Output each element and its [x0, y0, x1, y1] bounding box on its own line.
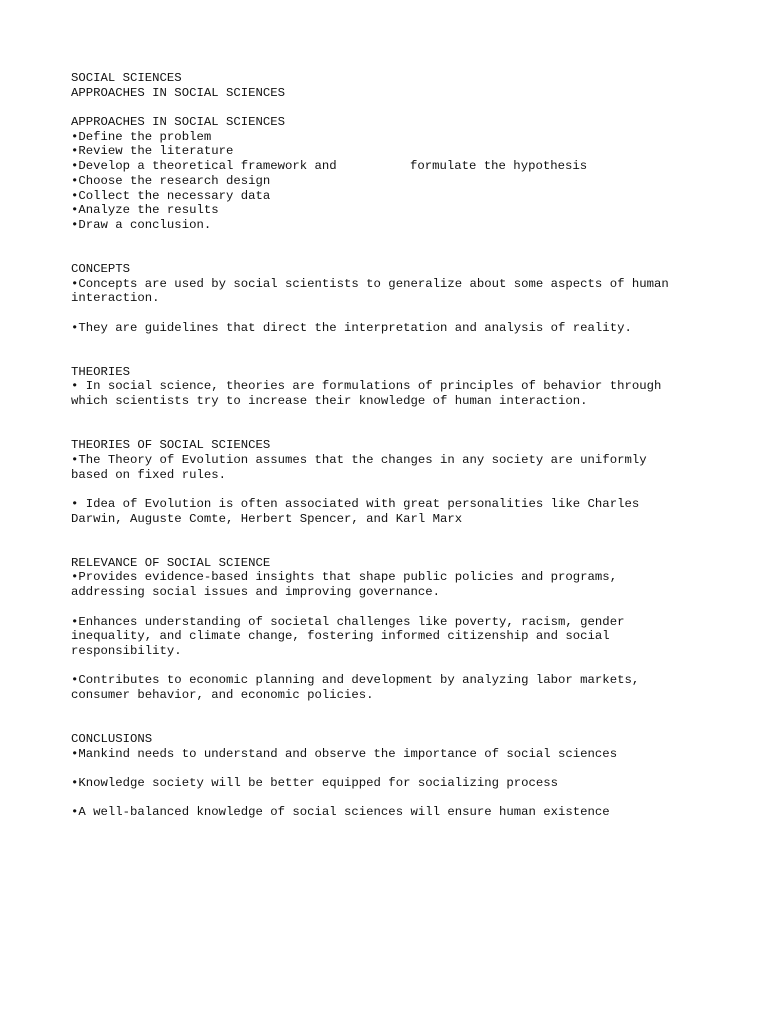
approaches-section — [71, 115, 751, 233]
approaches-item: •Analyze the results — [71, 203, 219, 218]
document-subtitle: APPROACHES IN SOCIAL SCIENCES — [71, 85, 286, 100]
approaches-item-continuation: formulate the hypothesis — [410, 159, 588, 174]
approaches-item: •Collect the necessary data — [71, 188, 271, 203]
theories-paragraph-line: which scientists try to increase their knowledge of human interaction. — [71, 394, 588, 409]
theories-of-social-sciences-section — [71, 438, 751, 526]
approaches-item: •Choose the research design — [71, 173, 271, 188]
approaches-item: •Define the problem — [71, 129, 212, 144]
conclusions-paragraph: •Mankind needs to understand and observe the importance of social sciences — [71, 746, 618, 761]
approaches-heading: APPROACHES IN SOCIAL SCIENCES — [71, 115, 286, 130]
relevance-paragraph-line: inequality, and climate change, fostering informed citizenship and social — [71, 629, 610, 644]
relevance-section — [71, 556, 751, 703]
approaches-item-text: •Develop a theoretical framework and — [71, 159, 337, 174]
relevance-paragraph-line: •Enhances understanding of societal challenges like poverty, racism, gender — [71, 614, 625, 629]
conclusions-paragraph: •A well-balanced knowledge of social sciences will ensure human existence — [71, 805, 610, 820]
concepts-paragraph-line: interaction. — [71, 291, 160, 306]
relevance-paragraph-line: consumer behavior, and economic policies. — [71, 687, 374, 702]
concepts-section — [71, 262, 751, 335]
theories-heading: THEORIES — [71, 364, 131, 379]
conclusions-heading: CONCLUSIONS — [71, 732, 153, 747]
relevance-paragraph-line: •Provides evidence-based insights that shape public policies and programs, — [71, 570, 618, 585]
relevance-heading: RELEVANCE OF SOCIAL SCIENCE — [71, 555, 271, 570]
document-page — [71, 71, 751, 820]
theories-section — [71, 365, 751, 409]
personalities-paragraph-line: • Idea of Evolution is often associated with great personalities like Charles — [71, 496, 640, 511]
theories-paragraph-line: • In social science, theories are formulations of principles of behavior through — [71, 379, 662, 394]
conclusions-paragraph: •Knowledge society will be better equipped for socializing process — [71, 776, 559, 791]
approaches-item: •Review the literature — [71, 144, 234, 159]
document-title: SOCIAL SCIENCES — [71, 71, 182, 85]
relevance-paragraph-line: addressing social issues and improving governance. — [71, 585, 440, 600]
relevance-paragraph-line: responsibility. — [71, 643, 182, 658]
concepts-heading: CONCEPTS — [71, 261, 131, 276]
relevance-paragraph-line: •Contributes to economic planning and development by analyzing labor markets, — [71, 673, 640, 688]
evolution-paragraph-line: based on fixed rules. — [71, 467, 226, 482]
conclusions-section — [71, 732, 751, 820]
theories-of-social-sciences-heading: THEORIES OF SOCIAL SCIENCES — [71, 438, 271, 453]
evolution-paragraph-line: •The Theory of Evolution assumes that the changes in any society are uniformly — [71, 452, 647, 467]
approaches-item — [71, 159, 751, 174]
concepts-paragraph: •They are guidelines that direct the interpretation and analysis of reality. — [71, 320, 632, 335]
personalities-paragraph-line: Darwin, Auguste Comte, Herbert Spencer, and Karl Marx — [71, 511, 463, 526]
concepts-paragraph-line: •Concepts are used by social scientists to generalize about some aspects of human — [71, 276, 669, 291]
approaches-item: •Draw a conclusion. — [71, 217, 212, 232]
